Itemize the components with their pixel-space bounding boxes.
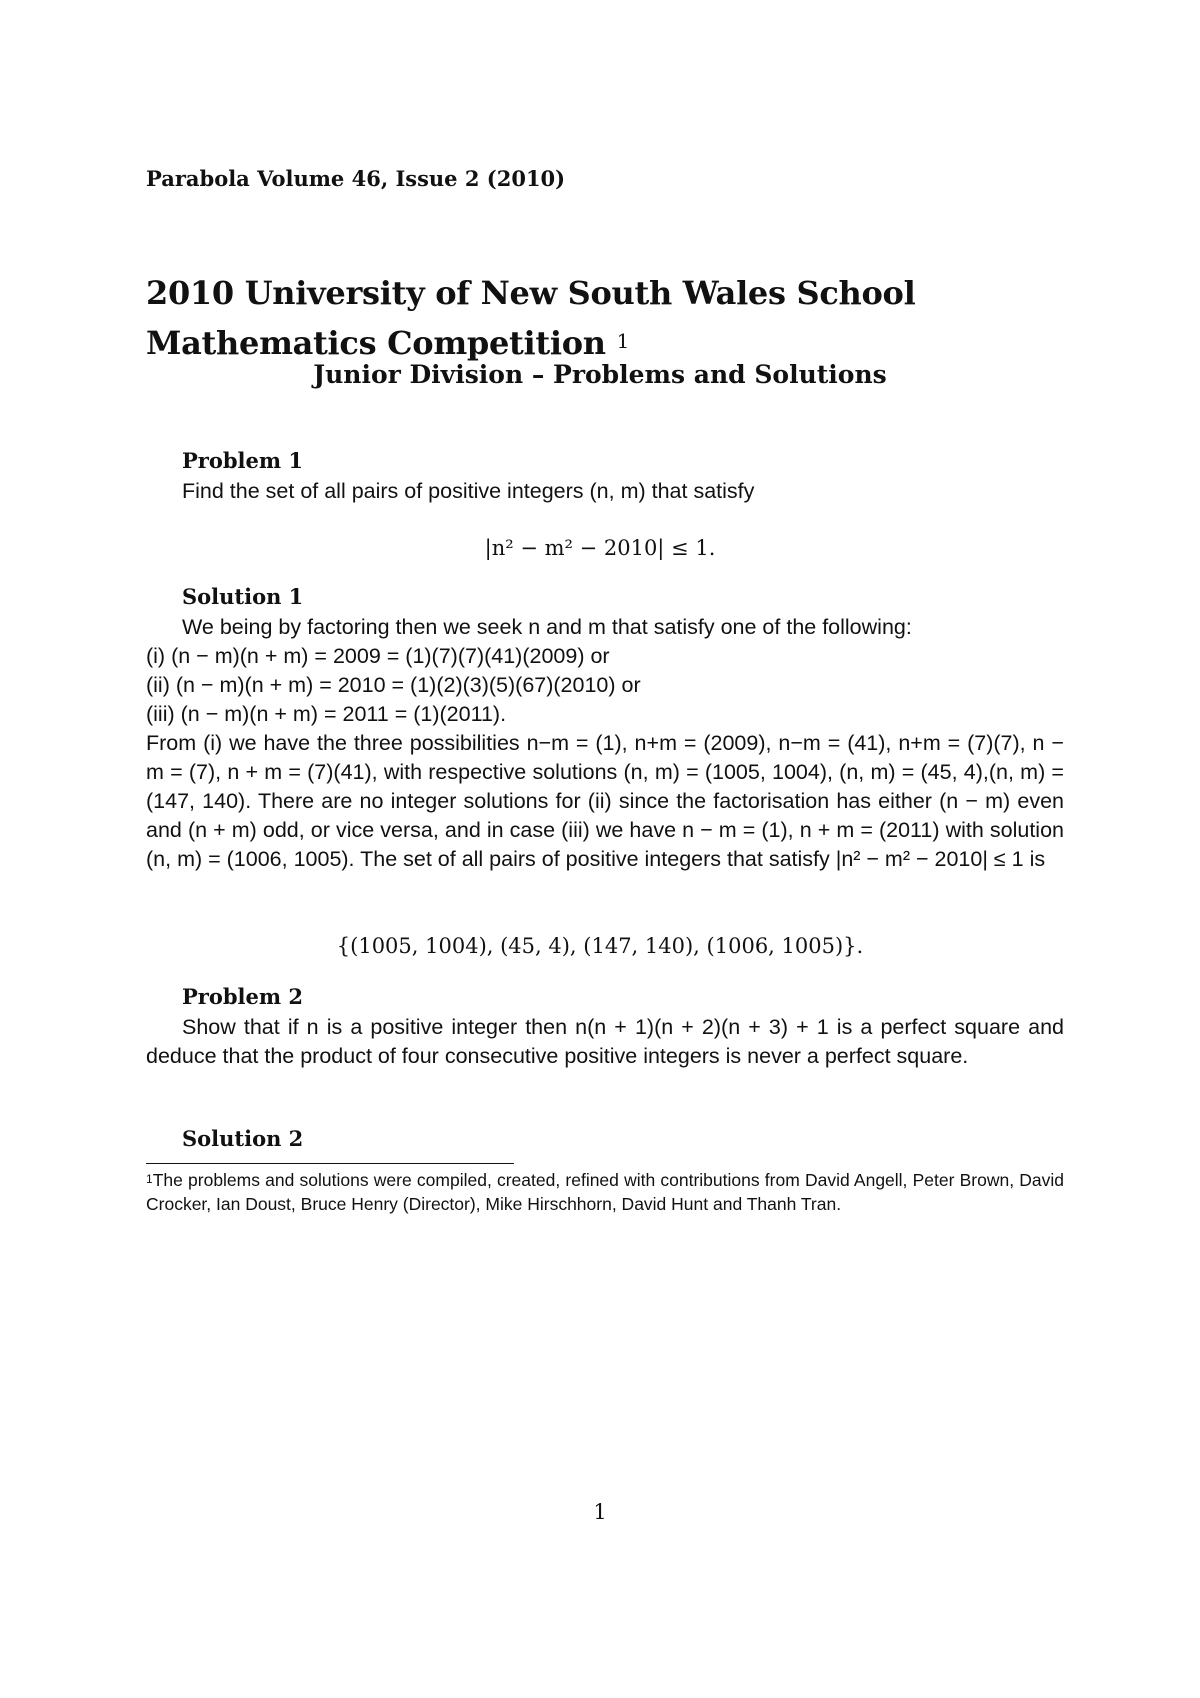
solution-1-paragraph: From (i) we have the three possibilities n−m = (1), n+m = (2009), n−m = (41), n+m = (7)(7), n − m = (7), n + m = (7)(41), with respective solutions (n, m) = (1005, 1004), (n, m) = (45, 4),(n, m) = (147, 140). There are no integer solutions for (ii) since the factorisation has either (n − m) even and (n + m) odd, or vice versa, and in case (iii) we have n − m = (1), n + m = (2011) with solution (n, m) = (1006, 1005). The set of all pairs of positive integers that satisfy |n² − m² − 2010| ≤ 1 is — [146, 731, 1064, 871]
solution-1-case-iii: (iii) (n − m)(n + m) = 2011 = (1)(2011). — [146, 702, 507, 726]
title-footnote-mark: 1 — [616, 329, 630, 353]
solution-1-heading: Solution 1 — [182, 584, 304, 609]
solution-1-case-ii: (ii) (n − m)(n + m) = 2010 = (1)(2)(3)(5)(67)(2010) or — [146, 673, 641, 697]
page-title — [146, 268, 1076, 368]
solution-1-case-i: (i) (n − m)(n + m) = 2009 = (1)(7)(7)(41)(2009) or — [146, 644, 610, 668]
solution-1-intro: We being by factoring then we seek n and m that satisfy one of the following: — [182, 615, 912, 639]
footnote-text: The problems and solutions were compiled, created, refined with contributions from David Angell, Peter Brown, David Crocker, Ian Doust, Bruce Henry (Director), Mike Hirschhorn, David Hunt and Thanh Tran. — [146, 1170, 1064, 1214]
solution-2-heading: Solution 2 — [182, 1126, 304, 1151]
footnote-divider — [146, 1163, 514, 1164]
title-text: 2010 University of New South Wales School Mathematics Competition — [146, 274, 916, 362]
footnote-mark: 1 — [146, 1172, 153, 1186]
journal-header: Parabola Volume 46, Issue 2 (2010) — [146, 166, 566, 191]
solution-1-answer: {(1005, 1004), (45, 4), (147, 140), (1006, 1005)}. — [336, 934, 864, 958]
footnote — [146, 1168, 1064, 1216]
problem-2-statement: Show that if n is a positive integer then n(n + 1)(n + 2)(n + 3) + 1 is a perfect square and deduce that the product of four consecutive positive integers is never a perfect square. — [146, 1015, 1064, 1068]
page-subtitle: Junior Division – Problems and Solutions — [313, 360, 887, 389]
problem-1-heading: Problem 1 — [182, 448, 304, 473]
page-number: 1 — [593, 1500, 607, 1524]
problem-1-statement: Find the set of all pairs of positive integers (n, m) that satisfy — [182, 479, 755, 503]
problem-2-heading: Problem 2 — [182, 984, 304, 1009]
problem-1-equation: |n² − m² − 2010| ≤ 1. — [484, 536, 716, 560]
